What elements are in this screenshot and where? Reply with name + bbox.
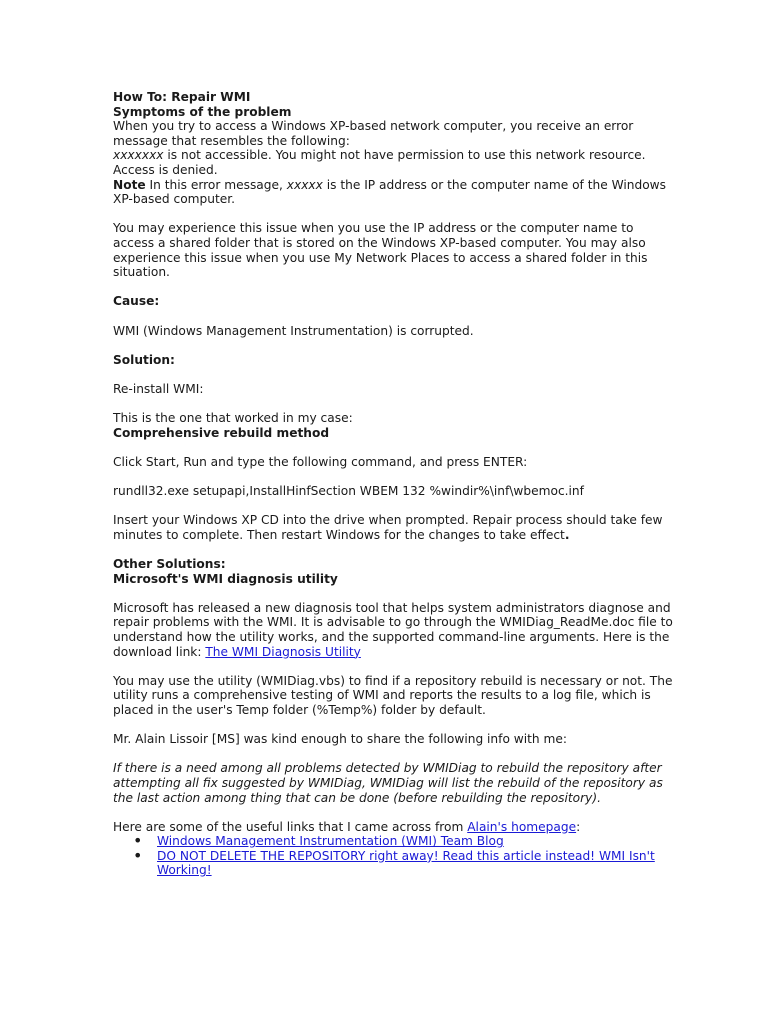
page-title: How To: Repair WMI xyxy=(113,90,251,104)
useful-text: Here are some of the useful links that I came across from xyxy=(113,819,468,834)
released-paragraph xyxy=(113,601,673,659)
use-utility-paragraph: You may use the utility (WMIDiag.vbs) to find if a repository rebuild is necessary or not. The utility runs a comprehensive testing of WMI and reports the results to a log file, which is placed in the user's Temp folder (%Temp%) folder by default. xyxy=(113,673,673,717)
symptoms-intro: When you try to access a Windows XP-based network computer, you receive an error message that resembles the following: xyxy=(113,119,634,148)
worked-text: This is the one that worked in my case: xyxy=(113,411,353,426)
alains-homepage-link[interactable]: Alain's homepage xyxy=(467,819,577,834)
do-not-delete-repository-link[interactable]: DO NOT DELETE THE REPOSITORY right away! Read this article instead! WMI Isn't Working! xyxy=(157,848,655,878)
list-item xyxy=(157,834,673,849)
cause-heading: Cause: xyxy=(113,294,160,309)
note-text-a: In this error message, xyxy=(145,177,287,192)
insert-cd-period: . xyxy=(564,527,570,542)
other-solutions-heading: Other Solutions: xyxy=(113,557,226,571)
document-body xyxy=(113,90,673,878)
utility-heading: Microsoft's WMI diagnosis utility xyxy=(113,571,338,586)
useful-colon: : xyxy=(576,819,581,834)
error-message xyxy=(113,148,673,177)
note-label: Note xyxy=(113,177,146,192)
alain-paragraph: Mr. Alain Lissoir [MS] was kind enough to share the following info with me: xyxy=(113,732,567,747)
insert-cd-paragraph xyxy=(113,513,673,542)
solution-heading: Solution: xyxy=(113,352,175,367)
list-item xyxy=(157,849,673,878)
quote-paragraph: If there is a need among all problems detected by WMIDiag to rebuild the repository after attempting all fix suggested by WMIDiag, WMIDiag will list the rebuild of the repository as the last action among thing that can be done (before rebuilding the repository). xyxy=(113,761,663,805)
note-paragraph xyxy=(113,178,673,207)
error-text: is not accessible. You might not have permission to use this network resource. Access is denied. xyxy=(113,148,646,177)
note-placeholder: xxxxx xyxy=(286,177,323,192)
wmi-diagnosis-link[interactable]: The WMI Diagnosis Utility xyxy=(205,644,361,659)
cause-text: WMI (Windows Management Instrumentation) is corrupted. xyxy=(113,323,474,338)
insert-cd-text: Insert your Windows XP CD into the drive when prompted. Repair process should take few minutes to complete. Then restart Windows for the changes to take effect xyxy=(113,513,663,542)
command-text: rundll32.exe setupapi,InstallHinfSection WBEM 132 %windir%\inf\wbemoc.inf xyxy=(113,484,584,499)
error-placeholder: xxxxxxx xyxy=(113,148,164,163)
click-start-text: Click Start, Run and type the following command, and press ENTER: xyxy=(113,454,528,469)
wmi-team-blog-link[interactable]: Windows Management Instrumentation (WMI) Team Blog xyxy=(157,834,504,849)
released-text: Microsoft has released a new diagnosis tool that helps system administrators diagnose and repair problems with the WMI. It is advisable to go through the WMIDiag_ReadMe.doc file to understand how the utility works, and the supported command-line arguments. Here is the download link: xyxy=(113,600,673,659)
symptoms-heading: Symptoms of the problem xyxy=(113,104,292,119)
experience-paragraph: You may experience this issue when you use the IP address or the computer name to access a shared folder that is stored on the Windows XP-based computer. You may also experience this issue when you use My Network Places to access a shared folder in this situation. xyxy=(113,221,648,280)
reinstall-text: Re-install WMI: xyxy=(113,381,204,396)
note-text-b: is the IP address or the computer name of the Windows XP-based computer. xyxy=(113,177,666,207)
useful-links-paragraph xyxy=(113,820,673,835)
useful-links-list xyxy=(113,834,673,878)
rebuild-heading: Comprehensive rebuild method xyxy=(113,425,330,440)
